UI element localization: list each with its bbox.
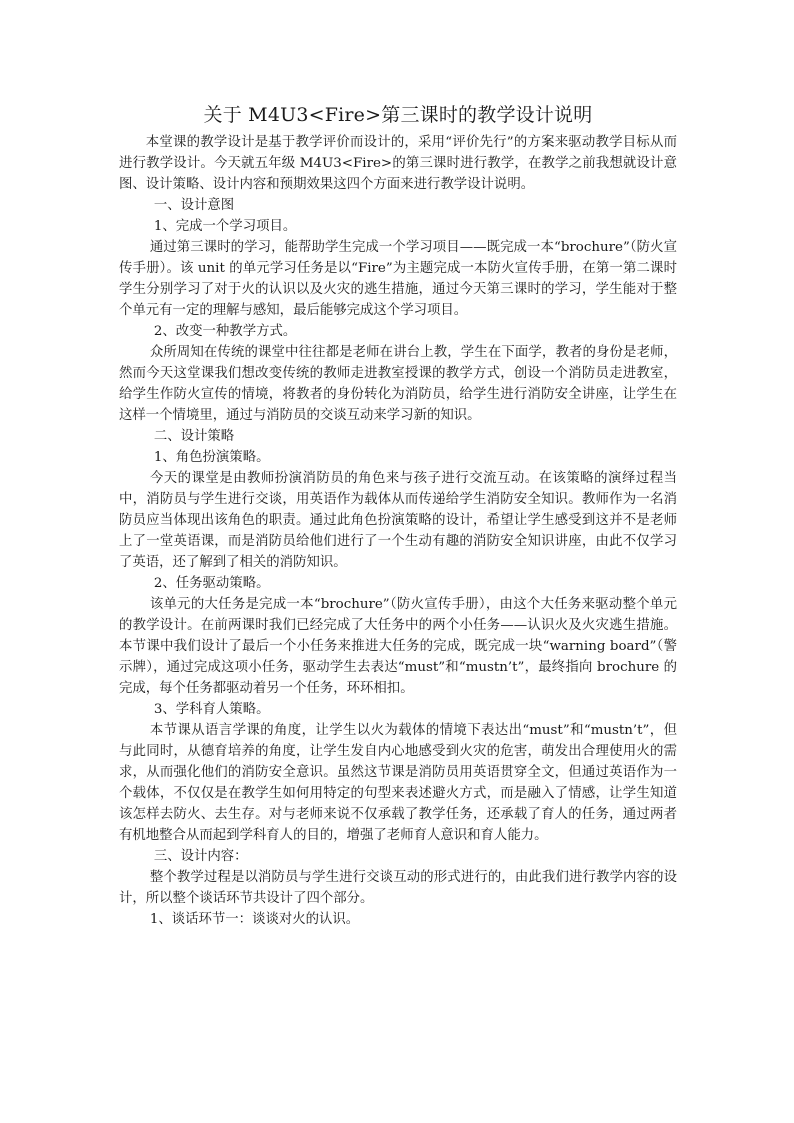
section3-intro-text: 整个教学过程是以消防员与学生进行交谈互动的形式进行的，由此我们进行教学内容的设计，所以整个谈话环节共设计了四个部分。 bbox=[119, 870, 677, 906]
section3-item1-heading: 1、谈话环节一：谈谈对火的认识。 bbox=[149, 912, 360, 927]
section2-item1-heading: 1、角色扮演策略。 bbox=[153, 450, 270, 465]
section2-item2-heading: 2、任务驱动策略。 bbox=[153, 576, 270, 591]
section3-heading: 三、设计内容： bbox=[153, 849, 248, 864]
section2-heading: 二、设计策略 bbox=[153, 429, 235, 444]
intro-paragraph: 本堂课的教学设计是基于教学评价而设计的，采用“评价先行”的方案来驱动教学目标从而进行教学设计。今天就五年级 M4U3<Fire>的第三课时进行教学，在教学之前我想就设计意图、设计策略、设计内容和预期效果这四个方面来进行教学设计说明。 bbox=[119, 135, 677, 192]
section2-item2-text: 该单元的大任务是完成一本“brochure”（防火宣传手册），由这个大任务来驱动整个单元的教学设计。在前两课时我们已经完成了大任务中的两个小任务——认识火及火灾逃生措施。本节课中我们设计了最后一个小任务来推进大任务的完成，既完成一块“warning board”（警示牌），通过完成这项小任务，驱动学生去表达“must”和“mustn’t”，最终指向 brochure 的完成，每个任务都驱动着另一个任务，环环相扣。 bbox=[119, 597, 677, 696]
section1-item2-heading: 2、改变一种教学方式。 bbox=[153, 324, 297, 339]
document-title: 关于 M4U3<Fire>第三课时的教学设计说明 bbox=[203, 104, 593, 126]
section1-item2-text: 众所周知在传统的课堂中往往都是老师在讲台上教，学生在下面学，教者的身份是老师，然而今天这堂课我们想改变传统的教师走进教室授课的教学方式，创设一个消防员走进教室，给学生作防火宣传的情境，将教者的身份转化为消防员，给学生进行消防安全讲座，让学生在这样一个情境里，通过与消防员的交谈互动来学习新的知识。 bbox=[119, 345, 677, 423]
section2-item1-text: 今天的课堂是由教师扮演消防员的角色来与孩子进行交流互动。在该策略的演绎过程当中，消防员与学生进行交谈，用英语作为载体从而传递给学生消防安全知识。教师作为一名消防员应当体现出该角色的职责。通过此角色扮演策略的设计，希望让学生感受到这并不是老师上了一堂英语课，而是消防员给他们进行了一个生动有趣的消防安全知识讲座，由此不仅学习了英语，还了解到了相关的消防知识。 bbox=[119, 471, 677, 570]
section2-item3-text: 本节课从语言学课的角度，让学生以火为载体的情境下表达出“must”和“mustn’t”，但与此同时，从德育培养的角度，让学生发自内心地感受到火灾的危害，萌发出合理使用火的需求，从而强化他们的消防安全意识。虽然这节课是消防员用英语贯穿全文，但通过英语作为一个载体，不仅仅是在教学生如何用特定的句型来表述避火方式，而是融入了情感，让学生知道该怎样去防火、去生存。对与老师来说不仅承载了教学任务，还承载了育人的任务，通过两者有机地整合从而起到学科育人的目的，增强了老师育人意识和育人能力。 bbox=[119, 723, 677, 843]
section1-item1-heading: 1、完成一个学习项目。 bbox=[153, 219, 297, 234]
section2-item3-heading: 3、学科育人策略。 bbox=[153, 702, 270, 717]
section1-heading: 一、设计意图 bbox=[153, 198, 235, 213]
document-page bbox=[119, 100, 677, 930]
section1-item1-text: 通过第三课时的学习，能帮助学生完成一个学习项目——既完成一本“brochure”（防火宣传手册）。该 unit 的单元学习任务是以“Fire”为主题完成一本防火宣传手册，在第一第二课时学生分别学习了对于火的认识以及火灾的逃生措施，通过今天第三课时的学习，学生能对于整个单元有一定的理解与感知，最后能够完成这个学习项目。 bbox=[119, 240, 677, 318]
